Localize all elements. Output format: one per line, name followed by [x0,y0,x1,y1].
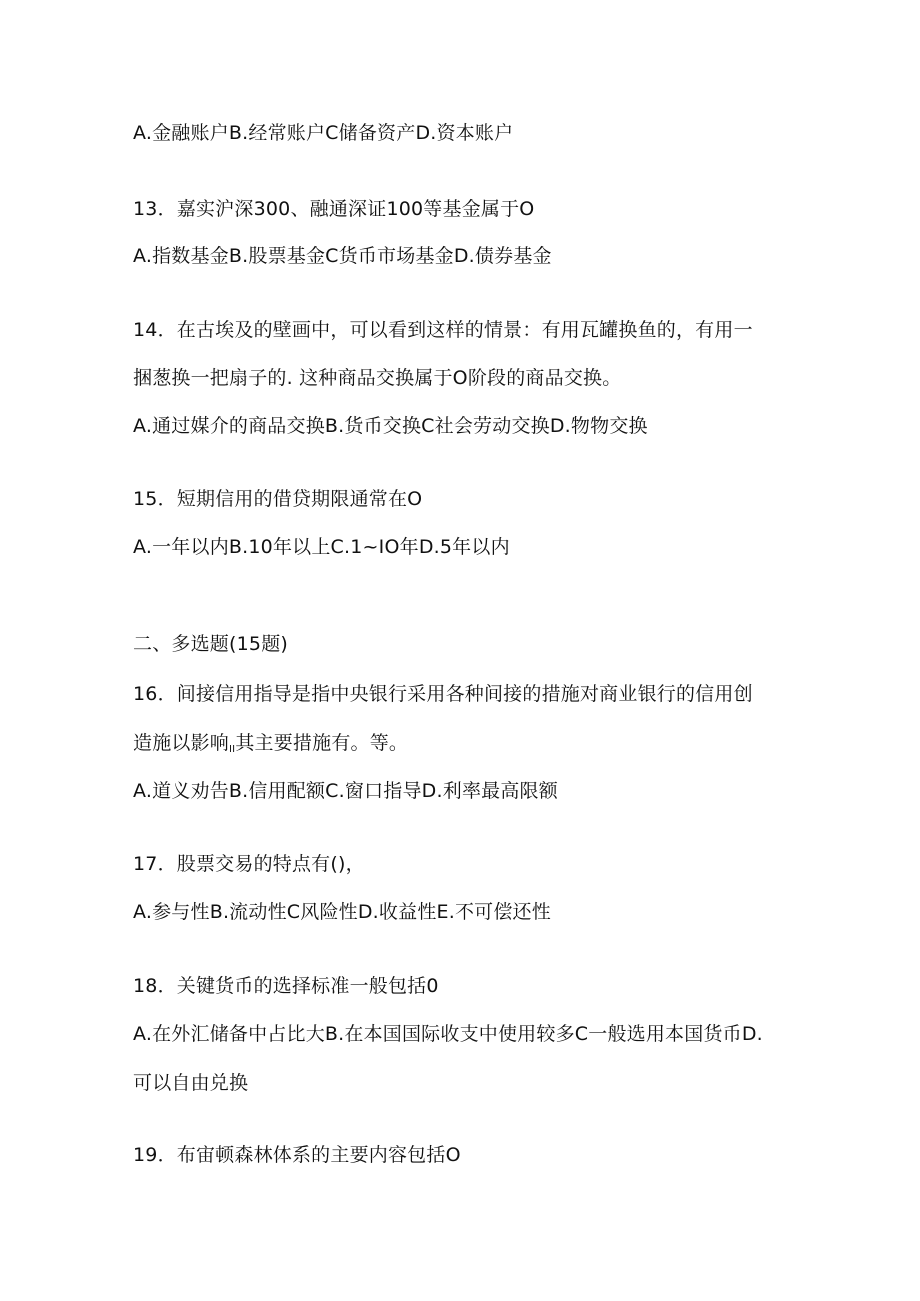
q12-options: A.金融账户B.经常账户C储备资产D.资本账户 [133,122,514,144]
q18-question: 18．关键货币的选择标准一般包括0 [133,975,439,997]
q15-options: A.一年以内B.10年以上C.1~IO年D.5年以内 [133,536,510,558]
q18-options-line1: A.在外汇储备中占比大B.在本国国际收支中使用较多C一般选用本国货币D. [133,1023,763,1045]
q17-question: 17．股票交易的特点有()， [133,853,365,875]
q14-question-line2: 捆葱换一把扇子的. 这种商品交换属于O阶段的商品交换。 [133,367,622,389]
q14-question-line1: 14．在古埃及的壁画中，可以看到这样的情景：有用瓦罐换鱼的，有用一 [133,319,753,341]
q13-question: 13．嘉实沪深300、融通深证100等基金属于O [133,198,535,220]
q16-question-line2 [133,731,408,762]
q13-options: A.指数基金B.股票基金C货币市场基金D.债券基金 [133,245,552,267]
q16-line2-part2: 其主要措施有。等。 [235,732,409,754]
q19-question: 19．布宙顿森林体系的主要内容包括O [133,1144,461,1166]
section-heading-multiple-choice: 二、多选题(15题) [133,633,289,655]
q15-question: 15．短期信用的借贷期限通常在O [133,488,423,510]
q16-line2-part1: 造施以影响 [133,732,230,754]
q16-question-line1: 16．间接信用指导是指中央银行采用各种间接的措施对商业银行的信用创 [133,683,753,705]
q17-options: A.参与性B.流动性C风险性D.收益性E.不可偿还性 [133,901,551,923]
q14-options: A.通过媒介的商品交换B.货币交换C社会劳动交换D.物物交换 [133,415,648,437]
q16-line2-subscript: II [229,744,236,755]
q16-options: A.道义劝告B.信用配额C.窗口指导D.利率最高限额 [133,780,558,802]
q18-options-line2: 可以自由兑换 [133,1072,249,1094]
